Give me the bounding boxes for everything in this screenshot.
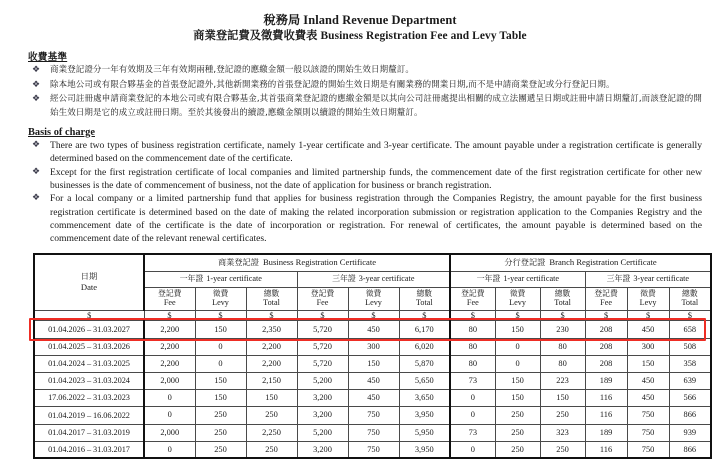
row-value-cell: 150 [540, 390, 585, 407]
leaf-header-total-chinese: 總數 [416, 288, 433, 298]
row-date-cell: 01.04.2019 – 16.06.2022 [34, 407, 144, 424]
chinese-bullet-list [0, 64, 720, 120]
row-value-cell: 2,350 [246, 321, 297, 338]
fee-table-container [33, 253, 700, 459]
row-value-cell: 150 [195, 372, 246, 389]
row-value-cell: 2,200 [144, 321, 195, 338]
group-header-business-chinese: 商業登記證 [217, 257, 259, 268]
row-value-cell: 323 [540, 424, 585, 441]
row-value-cell: 250 [540, 441, 585, 458]
header-row-groups [34, 254, 711, 271]
leaf-header-fee-english: Fee [466, 298, 479, 308]
currency-symbol: $ [585, 310, 627, 321]
leaf-header-levy-chinese: 徵費 [212, 288, 229, 298]
row-value-cell: 250 [195, 424, 246, 441]
row-value-cell: 0 [195, 338, 246, 355]
row-value-cell: 250 [246, 441, 297, 458]
row-value-cell: 150 [348, 355, 399, 372]
row-value-cell: 5,950 [399, 424, 450, 441]
group-header-business [144, 254, 450, 271]
list-item-text: 除本地公司或有限合夥基金的首張登記證外,其他新開業務的首張登記證的開始生效日期是有關業務的開業日期,而不是申請商業登記或分行登記日期。 [50, 79, 615, 90]
row-value-cell: 5,650 [399, 372, 450, 389]
row-value-cell: 2,250 [246, 424, 297, 441]
row-value-cell: 0 [144, 390, 195, 407]
leaf-header-fee-chinese: 登記費 [158, 288, 182, 298]
subgroup-header-br-3year [297, 271, 450, 287]
subgroup-br-3year-english: 3-year certificate [358, 274, 415, 284]
row-value-cell: 0 [195, 355, 246, 372]
leaf-header-levy-english: Levy [509, 298, 526, 308]
row-value-cell: 230 [540, 321, 585, 338]
row-value-cell: 450 [348, 390, 399, 407]
leaf-header-total [246, 287, 297, 310]
leaf-header-levy [195, 287, 246, 310]
row-value-cell: 358 [669, 355, 711, 372]
list-item-text: 商業登記證分一年有效期及三年有效期兩種,登記證的應繳金額一般以該證的開始生效日期釐訂。 [50, 65, 415, 76]
page-subtitle [0, 29, 720, 44]
list-item-text: For a local company or a limited partnership fund that applies for business registration through the Companies Registry, the amount payable for the first business registration certificate is determined based on the date of making the related incorporation submission or registration application to the Companies Registry and the commencement date of the certificate is the date of incorporation or registration. For renewal of certificates, the amount payable is determined based on the commencement date of the relevant renewal certificates. [50, 193, 702, 245]
subgroup-branch-1year-chinese: 一年證 [476, 274, 501, 284]
row-value-cell: 250 [495, 424, 540, 441]
table-row [34, 390, 711, 407]
leaf-header-total [399, 287, 450, 310]
leaf-header-total-english: Total [554, 298, 571, 308]
header-row-currency [34, 310, 711, 321]
leaf-header-levy [348, 287, 399, 310]
title-english: Inland Revenue Department [303, 13, 457, 27]
row-value-cell: 2,200 [246, 338, 297, 355]
table-body [34, 321, 711, 459]
row-value-cell: 116 [585, 390, 627, 407]
row-value-cell: 3,650 [399, 390, 450, 407]
subtitle-chinese: 商業登記費及徵費收費表 [193, 28, 318, 42]
row-value-cell: 73 [450, 424, 495, 441]
row-value-cell: 80 [450, 355, 495, 372]
row-date-cell: 01.04.2025 – 31.03.2026 [34, 338, 144, 355]
row-value-cell: 5,720 [297, 355, 348, 372]
row-value-cell: 2,200 [144, 355, 195, 372]
row-value-cell: 208 [585, 355, 627, 372]
leaf-header-fee-chinese: 登記費 [461, 288, 485, 298]
diamond-bullet-icon: ❖ [31, 193, 41, 204]
table-row [34, 338, 711, 355]
group-header-branch [450, 254, 711, 271]
row-value-cell: 450 [348, 321, 399, 338]
row-value-cell: 150 [195, 321, 246, 338]
row-value-cell: 750 [627, 424, 669, 441]
date-header-chinese: 日期 [80, 270, 98, 281]
leaf-header-levy [627, 287, 669, 310]
date-column-header [34, 254, 144, 310]
row-value-cell: 750 [348, 441, 399, 458]
leaf-header-fee [585, 287, 627, 310]
diamond-bullet-icon: ❖ [31, 166, 41, 177]
leaf-header-fee-chinese: 登記費 [594, 288, 618, 298]
table-header [34, 254, 711, 321]
subgroup-br-3year-chinese: 三年證 [332, 274, 356, 284]
currency-symbol: $ [348, 310, 399, 321]
currency-symbol: $ [669, 310, 711, 321]
row-value-cell: 208 [585, 338, 627, 355]
row-value-cell: 80 [540, 355, 585, 372]
currency-symbol: $ [627, 310, 669, 321]
row-value-cell: 189 [585, 372, 627, 389]
leaf-header-levy-english: Levy [365, 298, 382, 308]
diamond-bullet-icon: ❖ [31, 94, 41, 104]
subtitle-english: Business Registration Fee and Levy Table [320, 29, 527, 42]
currency-symbol: $ [246, 310, 297, 321]
table-row [34, 355, 711, 372]
row-value-cell: 73 [450, 372, 495, 389]
business-registration-fee-table [33, 253, 712, 459]
list-item [0, 93, 720, 121]
subgroup-br-1year-english: 1-year certificate [206, 274, 262, 284]
row-value-cell: 6,170 [399, 321, 450, 338]
row-value-cell: 0 [450, 441, 495, 458]
row-value-cell: 6,020 [399, 338, 450, 355]
currency-symbol: $ [540, 310, 585, 321]
leaf-header-levy-chinese: 徵費 [640, 288, 656, 298]
leaf-header-fee-english: Fee [316, 298, 329, 308]
row-value-cell: 208 [585, 321, 627, 338]
row-value-cell: 250 [540, 407, 585, 424]
row-value-cell: 300 [348, 338, 399, 355]
table-row [34, 441, 711, 458]
list-item-text: Except for the first registration certificate of local companies and limited partnership funds, the commencement date of the first registration certificate for other new businesses is the date of commencement of business, not the date of application for business or branch registration. [50, 166, 702, 191]
currency-symbol: $ [297, 310, 348, 321]
page-title [0, 13, 720, 29]
row-date-cell: 01.04.2016 – 31.03.2017 [34, 441, 144, 458]
row-value-cell: 150 [246, 390, 297, 407]
currency-symbol: $ [450, 310, 495, 321]
row-value-cell: 0 [495, 338, 540, 355]
row-value-cell: 5,720 [297, 321, 348, 338]
list-item-text: 經公司註冊處申請商業登記的本地公司或有限合夥基金,其首張商業登記證的應繳金額是以其向公司註冊處提出相關的成立法團遞呈日期或註冊申請日期釐訂,而該登記證的開始生效日期是它的成立或註冊日期。至於其後發出的續證,應繳金額則以續證的開始生效日期釐訂。 [50, 94, 702, 118]
currency-symbol: $ [144, 310, 195, 321]
row-value-cell: 2,000 [144, 372, 195, 389]
row-value-cell: 150 [627, 355, 669, 372]
list-item [0, 192, 720, 245]
leaf-header-fee-english: Fee [163, 298, 176, 308]
row-value-cell: 189 [585, 424, 627, 441]
leaf-header-total-chinese: 總數 [554, 288, 571, 298]
row-value-cell: 866 [669, 407, 711, 424]
leaf-header-fee [297, 287, 348, 310]
table-row [34, 372, 711, 389]
row-value-cell: 3,200 [297, 441, 348, 458]
leaf-header-levy-chinese: 徵費 [365, 288, 382, 298]
section-heading-english: Basis of charge [28, 126, 95, 138]
subgroup-br-1year-chinese: 一年證 [179, 274, 204, 284]
leaf-header-levy-chinese: 徵費 [509, 288, 526, 298]
row-date-cell: 01.04.2024 – 31.03.2025 [34, 355, 144, 372]
row-value-cell: 2,000 [144, 424, 195, 441]
list-item-text: There are two types of business registration certificate, namely 1-year certificate and 3-year certificate. The amount payable under a registration certificate is generally determined based on the commencement date of the certificate. [50, 139, 702, 164]
row-value-cell: 2,150 [246, 372, 297, 389]
group-header-branch-chinese: 分行登記證 [504, 257, 546, 268]
row-value-cell: 5,200 [297, 424, 348, 441]
leaf-header-total [540, 287, 585, 310]
row-value-cell: 5,200 [297, 372, 348, 389]
list-item [0, 166, 720, 192]
row-value-cell: 0 [450, 390, 495, 407]
list-item [0, 79, 720, 93]
currency-symbol: $ [195, 310, 246, 321]
row-value-cell: 639 [669, 372, 711, 389]
row-value-cell: 450 [627, 321, 669, 338]
row-value-cell: 80 [450, 338, 495, 355]
leaf-header-levy-english: Levy [212, 298, 229, 308]
document-title-block [0, 0, 720, 43]
leaf-header-fee [144, 287, 195, 310]
leaf-header-fee [450, 287, 495, 310]
row-value-cell: 0 [495, 355, 540, 372]
table-row [34, 424, 711, 441]
diamond-bullet-icon: ❖ [31, 79, 41, 90]
leaf-header-total [669, 287, 711, 310]
row-value-cell: 116 [585, 407, 627, 424]
row-value-cell: 566 [669, 390, 711, 407]
diamond-bullet-icon: ❖ [31, 65, 41, 76]
group-header-branch-english: Branch Registration Certificate [549, 257, 657, 268]
leaf-header-fee-chinese: 登記費 [310, 288, 335, 298]
row-date-cell: 01.04.2017 – 31.03.2019 [34, 424, 144, 441]
table-row [34, 407, 711, 424]
subgroup-branch-1year-english: 1-year certificate [503, 274, 559, 284]
row-value-cell: 80 [540, 338, 585, 355]
row-value-cell: 0 [144, 441, 195, 458]
english-bullet-list [0, 139, 720, 246]
row-value-cell: 3,200 [297, 407, 348, 424]
row-value-cell: 750 [348, 407, 399, 424]
row-value-cell: 223 [540, 372, 585, 389]
currency-symbol: $ [495, 310, 540, 321]
leaf-header-total-english: Total [681, 298, 699, 308]
leaf-header-total-english: Total [263, 298, 280, 308]
row-value-cell: 939 [669, 424, 711, 441]
list-item [0, 139, 720, 165]
row-date-cell: 17.06.2022 – 31.03.2023 [34, 390, 144, 407]
row-value-cell: 450 [627, 390, 669, 407]
row-value-cell: 450 [627, 372, 669, 389]
row-value-cell: 116 [585, 441, 627, 458]
leaf-header-fee-english: Fee [600, 298, 612, 308]
row-value-cell: 0 [450, 407, 495, 424]
group-header-business-english: Business Registration Certificate [262, 257, 377, 268]
row-value-cell: 250 [495, 441, 540, 458]
row-value-cell: 150 [495, 321, 540, 338]
row-value-cell: 750 [348, 424, 399, 441]
subgroup-header-branch-3year [585, 271, 711, 287]
row-value-cell: 150 [195, 390, 246, 407]
row-value-cell: 3,200 [297, 390, 348, 407]
subgroup-branch-3year-english: 3-year certificate [633, 274, 690, 284]
leaf-header-total-chinese: 總數 [682, 288, 698, 298]
subgroup-branch-3year-chinese: 三年證 [606, 274, 631, 284]
date-header-english: Date [80, 281, 98, 292]
leaf-header-total-english: Total [415, 298, 433, 308]
subgroup-header-branch-1year [450, 271, 585, 287]
row-value-cell: 250 [495, 407, 540, 424]
title-chinese: 稅務局 [263, 13, 301, 27]
subgroup-header-br-1year [144, 271, 297, 287]
leaf-header-levy-english: Levy [639, 298, 657, 308]
row-value-cell: 150 [495, 390, 540, 407]
currency-symbol: $ [399, 310, 450, 321]
row-value-cell: 250 [195, 407, 246, 424]
row-value-cell: 866 [669, 441, 711, 458]
row-value-cell: 250 [246, 407, 297, 424]
row-value-cell: 2,200 [144, 338, 195, 355]
row-value-cell: 300 [627, 338, 669, 355]
section-heading-chinese: 收費基準 [28, 52, 68, 64]
row-value-cell: 658 [669, 321, 711, 338]
row-value-cell: 750 [627, 441, 669, 458]
row-value-cell: 5,870 [399, 355, 450, 372]
row-value-cell: 5,720 [297, 338, 348, 355]
row-value-cell: 3,950 [399, 407, 450, 424]
row-value-cell: 2,200 [246, 355, 297, 372]
leaf-header-levy [495, 287, 540, 310]
row-value-cell: 450 [348, 372, 399, 389]
row-value-cell: 150 [495, 372, 540, 389]
row-value-cell: 0 [144, 407, 195, 424]
row-value-cell: 750 [627, 407, 669, 424]
leaf-header-total-chinese: 總數 [263, 288, 280, 298]
row-value-cell: 508 [669, 338, 711, 355]
row-date-cell: 01.04.2026 – 31.03.2027 [34, 321, 144, 338]
table-row [34, 321, 711, 338]
row-value-cell: 3,950 [399, 441, 450, 458]
currency-symbol: $ [34, 310, 144, 321]
list-item [0, 64, 720, 78]
row-date-cell: 01.04.2023 – 31.03.2024 [34, 372, 144, 389]
row-value-cell: 80 [450, 321, 495, 338]
row-value-cell: 250 [195, 441, 246, 458]
diamond-bullet-icon: ❖ [31, 139, 41, 150]
